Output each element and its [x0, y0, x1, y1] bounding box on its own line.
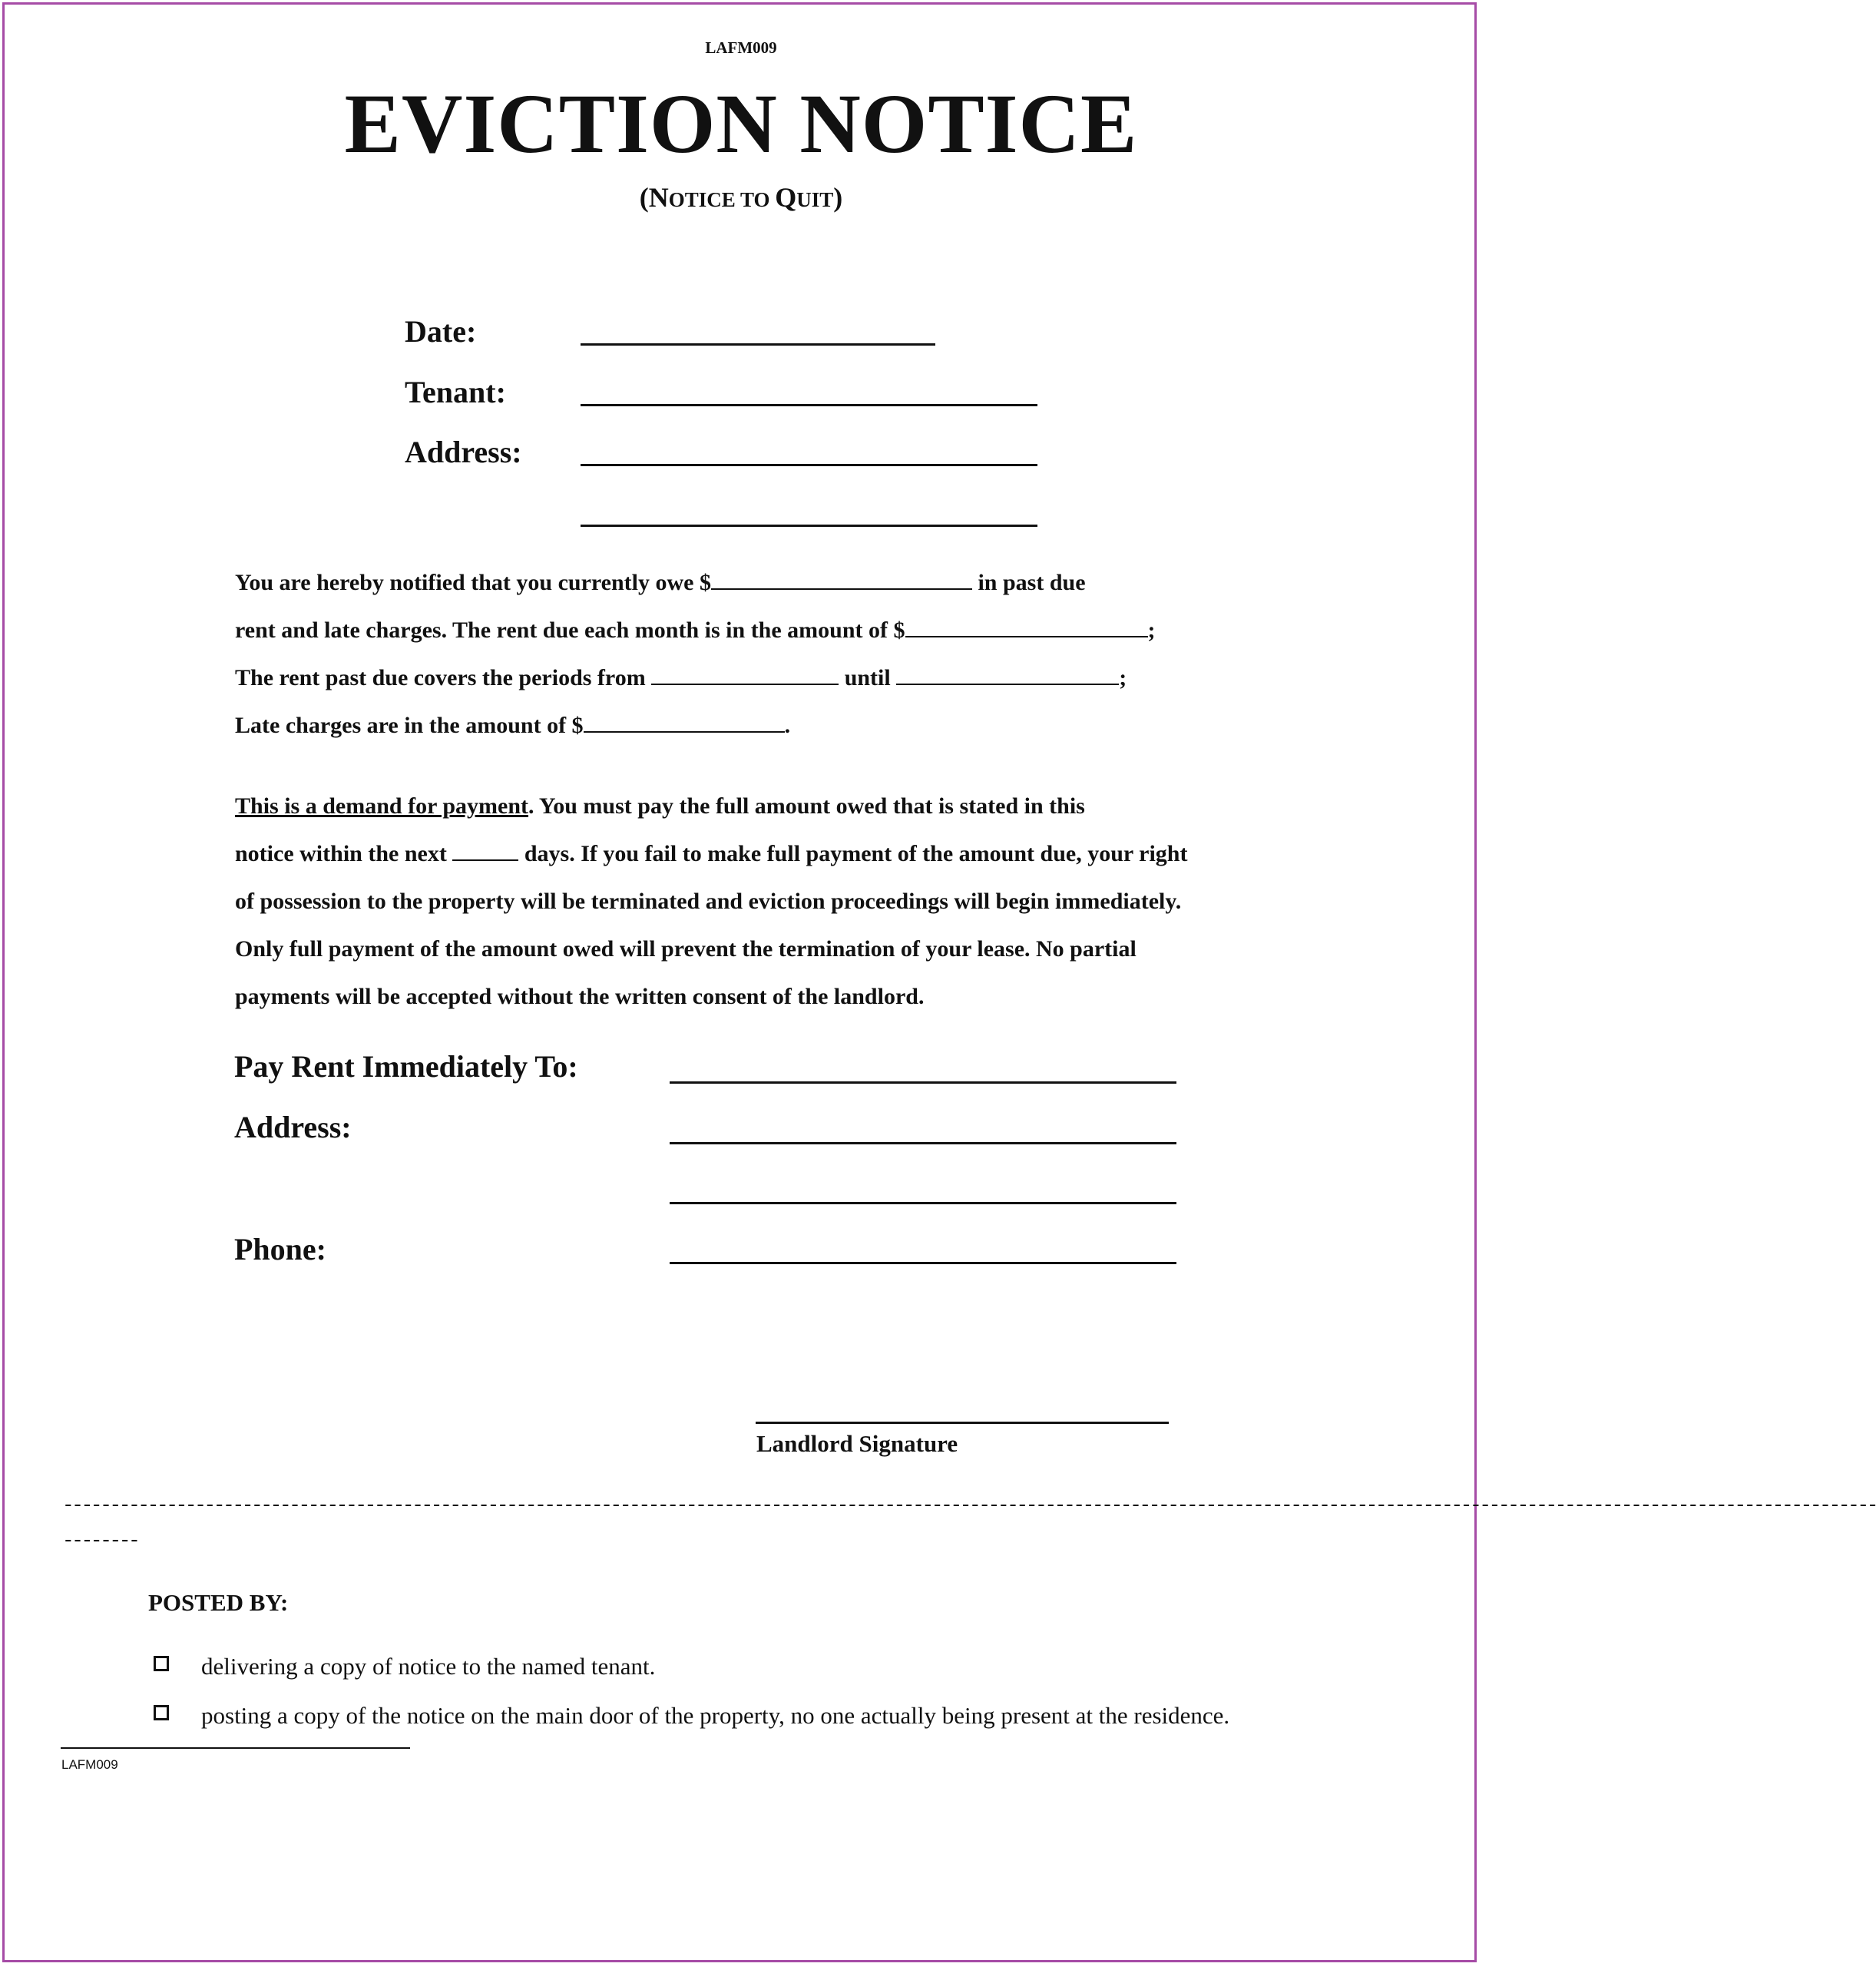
demand-line-3: of possession to the property will be terminated and eviction proceedings will begin immediately. — [235, 889, 1182, 914]
demand-line-2: notice within the next days. If you fail to make full payment of the amount due, your right — [235, 841, 1188, 866]
notice-line-1: You are hereby notified that you currently owe $ in past due — [235, 570, 1086, 595]
period-from-blank[interactable] — [651, 665, 839, 685]
phone-field-line[interactable] — [670, 1262, 1176, 1264]
cut-line: ------------------------------------------------------------------------------------------------------------------------------------------------------------------------------------------------ — [62, 1494, 1876, 1517]
days-blank[interactable] — [452, 841, 518, 861]
landlord-signature-label: Landlord Signature — [756, 1430, 958, 1457]
form-code-header: LAFM009 — [705, 38, 777, 57]
notice-line-2: rent and late charges. The rent due each month is in the amount of $ ; — [235, 617, 1156, 643]
posted-door-option-label: posting a copy of the notice on the main door of the property, no one actually being present at the residence. — [201, 1702, 1230, 1729]
notice-line-3: The rent past due covers the periods from until ; — [235, 665, 1127, 690]
demand-line-4: Only full payment of the amount owed will prevent the termination of your lease. No partial — [235, 936, 1137, 962]
address-label: Address: — [405, 435, 522, 469]
page-subtitle: (NOTICE TO QUIT) — [639, 182, 843, 213]
pay-rent-field-line[interactable] — [670, 1081, 1176, 1084]
period-until-blank[interactable] — [896, 665, 1119, 685]
demand-line-5: payments will be accepted without the written consent of the landlord. — [235, 984, 925, 1009]
posted-by-heading: POSTED BY: — [148, 1589, 289, 1616]
form-code-footer: LAFM009 — [61, 1757, 118, 1772]
footer-rule — [61, 1747, 410, 1749]
monthly-rent-blank[interactable] — [905, 617, 1148, 637]
notice-line-4: Late charges are in the amount of $ . — [235, 713, 791, 738]
delivered-option-label: delivering a copy of notice to the named tenant. — [201, 1653, 656, 1680]
address-field-line-2[interactable] — [581, 525, 1037, 527]
delivered-checkbox[interactable] — [154, 1656, 169, 1671]
landlord-signature-line[interactable] — [756, 1422, 1169, 1424]
posted-door-checkbox[interactable] — [154, 1705, 169, 1720]
demand-heading: This is a demand for payment — [235, 793, 529, 819]
payto-address-line-2[interactable] — [670, 1202, 1176, 1204]
payto-address-line-1[interactable] — [670, 1142, 1176, 1144]
tenant-label: Tenant: — [405, 375, 506, 409]
payto-address-label: Address: — [234, 1110, 352, 1144]
page-title: EVICTION NOTICE — [344, 77, 1138, 171]
date-label: Date: — [405, 314, 477, 349]
date-field-line[interactable] — [581, 343, 935, 346]
late-charges-blank[interactable] — [584, 713, 785, 733]
address-field-line-1[interactable] — [581, 464, 1037, 466]
cut-line-wrap: -------- — [62, 1529, 138, 1552]
tenant-field-line[interactable] — [581, 404, 1037, 406]
phone-label: Phone: — [234, 1232, 326, 1266]
demand-line-1: This is a demand for payment. You must pay the full amount owed that is stated in this — [235, 793, 1085, 819]
document-page — [2, 2, 1876, 1962]
amount-owed-blank[interactable] — [711, 570, 972, 590]
pay-rent-label: Pay Rent Immediately To: — [234, 1049, 578, 1084]
